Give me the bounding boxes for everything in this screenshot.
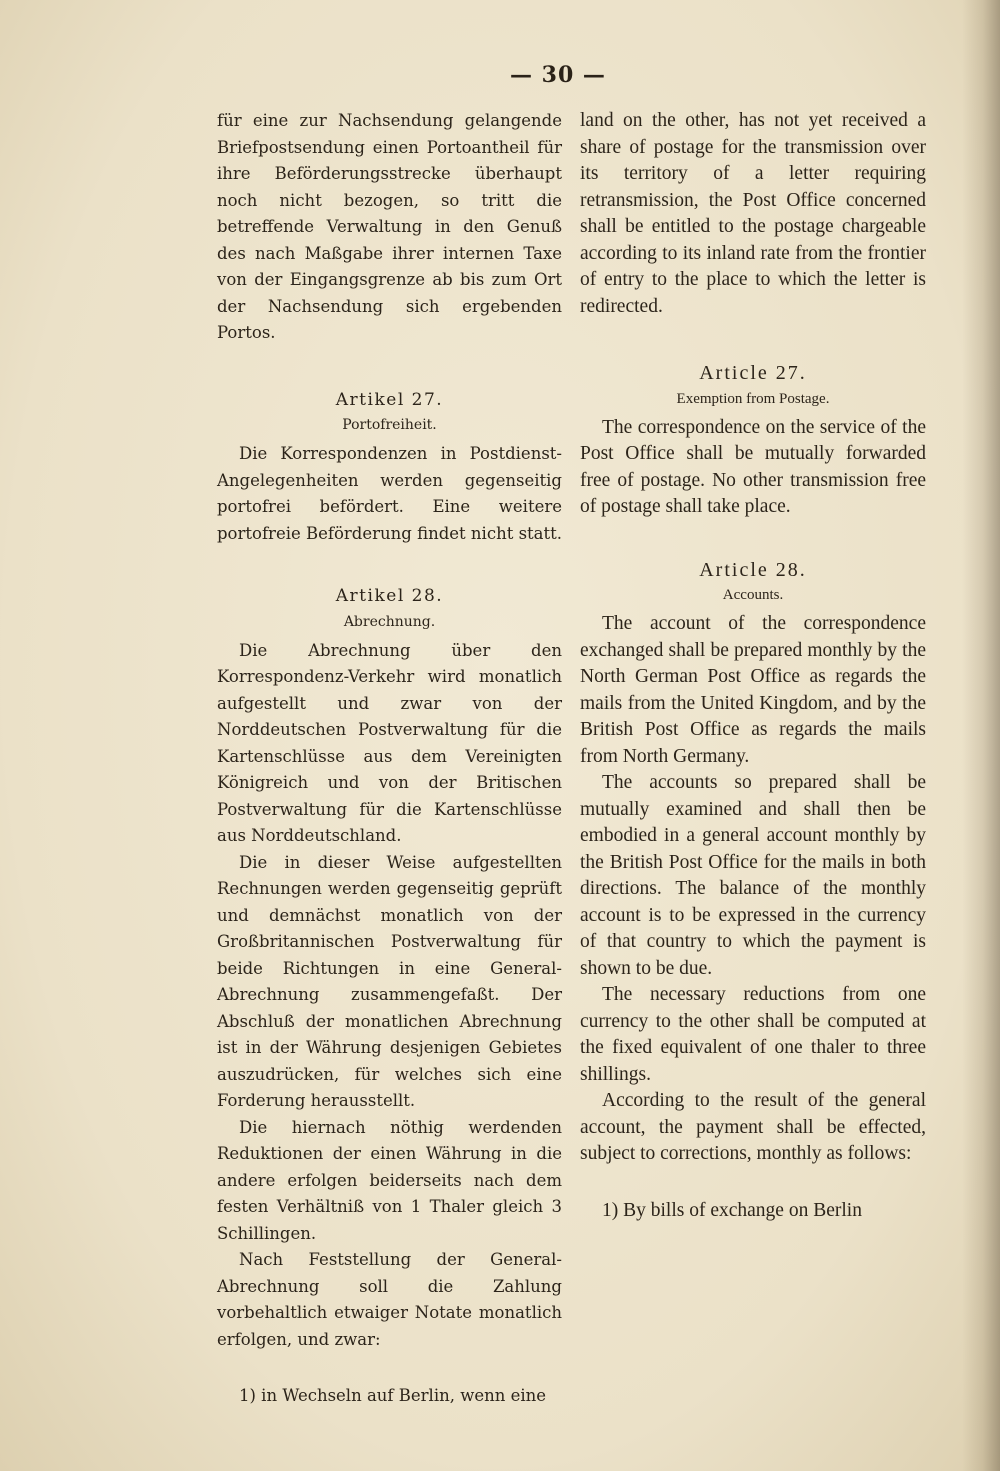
german-article-28-paragraph-2: Die in dieser Weise aufgestellten Rechnungen werden gegenseitig geprüft und demnächst monatlich von der Großbritannischen Postverwaltung für beide Richtungen in eine General-Abrechnung zusammengefaßt. Der Abschluß der monatlichen Abrechnung ist in der Währung desjenigen Gebietes auszudrücken, für welches sich eine Forderung herausstellt. (217, 852, 562, 1110)
page-spine-shadow (962, 0, 1000, 1471)
german-column (217, 108, 562, 1410)
english-article-27-text: The correspondence on the service of the Post Office shall be mutually forwarded free of postage. No other transmission free of postage shall take place. (580, 416, 926, 517)
english-column (580, 108, 926, 1224)
english-article-28-subheading: Accounts. (722, 587, 784, 603)
german-article-28-paragraph-3: Die hiernach nöthig werdenden Reduktionen der einen Währung in die andere erfolgen beiderseits nach dem festen Verhältniß von 1 Thaler gleich 3 Schillingen. (217, 1117, 562, 1243)
english-article-27-subheading: Exemption from Postage. (676, 390, 830, 407)
page-number: — 30 — (510, 62, 606, 88)
german-article-28-paragraph-1: Die Abrechnung über den Korrespondenz-Verkehr wird monatlich aufgestellt und zwar von der Norddeutschen Postverwaltung für die Kartenschlüsse aus dem Vereinigten Königreich und von der Britischen Postverwaltung für die Kartenschlüsse aus Norddeutschland. (217, 640, 562, 845)
german-article-27-subheading: Portofreiheit. (342, 417, 437, 433)
german-article-28-subheading: Abrechnung. (343, 613, 436, 630)
english-article-28-paragraph-2: The accounts so prepared shall be mutually examined and shall then be embodied in a general account monthly by the British Post Office for the mails in both directions. The balance of the monthly account is to be expressed in the currency of that country to which the payment is shown to be due. (580, 772, 926, 979)
german-intro-paragraph: für eine zur Nachsendung gelangende Briefpostsendung einen Portoantheil für ihre Beförderungsstrecke überhaupt noch nicht bezogen, so tritt die betreffende Verwaltung in den Genuß des nach Maßgabe ihrer internen Taxe von der Eingangsgrenze ab bis zum Ort der Nachsendung sich ergebenden Portos. (217, 111, 562, 342)
german-article-28-item-1: 1) in Wechseln auf Berlin, wenn eine (239, 1386, 547, 1405)
german-article-28-paragraph-4: Nach Feststellung der General-Abrechnung soll die Zahlung vorbehaltlich etwaiger Notate monatlich erfolgen, und zwar: (217, 1250, 562, 1349)
english-intro-paragraph: land on the other, has not yet received a share of postage for the transmission over its territory of a letter requiring retransmission, the Post Office concerned shall be entitled to the postage chargeable according to its inland rate from the frontier of entry to the place to which the letter is redirected. (580, 110, 926, 317)
english-article-28-heading: Article 28. (699, 558, 807, 581)
german-article-27-heading: Artikel 27. (335, 389, 444, 410)
english-article-28-item-1: 1) By bills of exchange on Berlin (602, 1199, 862, 1221)
english-article-28-paragraph-4: According to the result of the general account, the payment shall be effected, subject to corrections, monthly as follows: (580, 1090, 926, 1164)
german-article-28-heading: Artikel 28. (335, 586, 444, 606)
german-article-27-text: Die Korrespondenzen in Postdienst-Angelegenheiten werden gegenseitig portofrei befördert. Eine weitere portofreie Beförderung findet nicht statt. (217, 444, 563, 543)
english-article-28-paragraph-3: The necessary reductions from one currency to the other shall be computed at the fixed equivalent of one thaler to three shillings. (580, 984, 926, 1085)
english-article-28-paragraph-1: The account of the correspondence exchanged shall be prepared monthly by the North German Post Office as regards the mails from the United Kingdom, and by the British Post Office as regards the mails from North Germany. (580, 613, 926, 767)
english-article-27-heading: Article 27. (699, 362, 807, 384)
